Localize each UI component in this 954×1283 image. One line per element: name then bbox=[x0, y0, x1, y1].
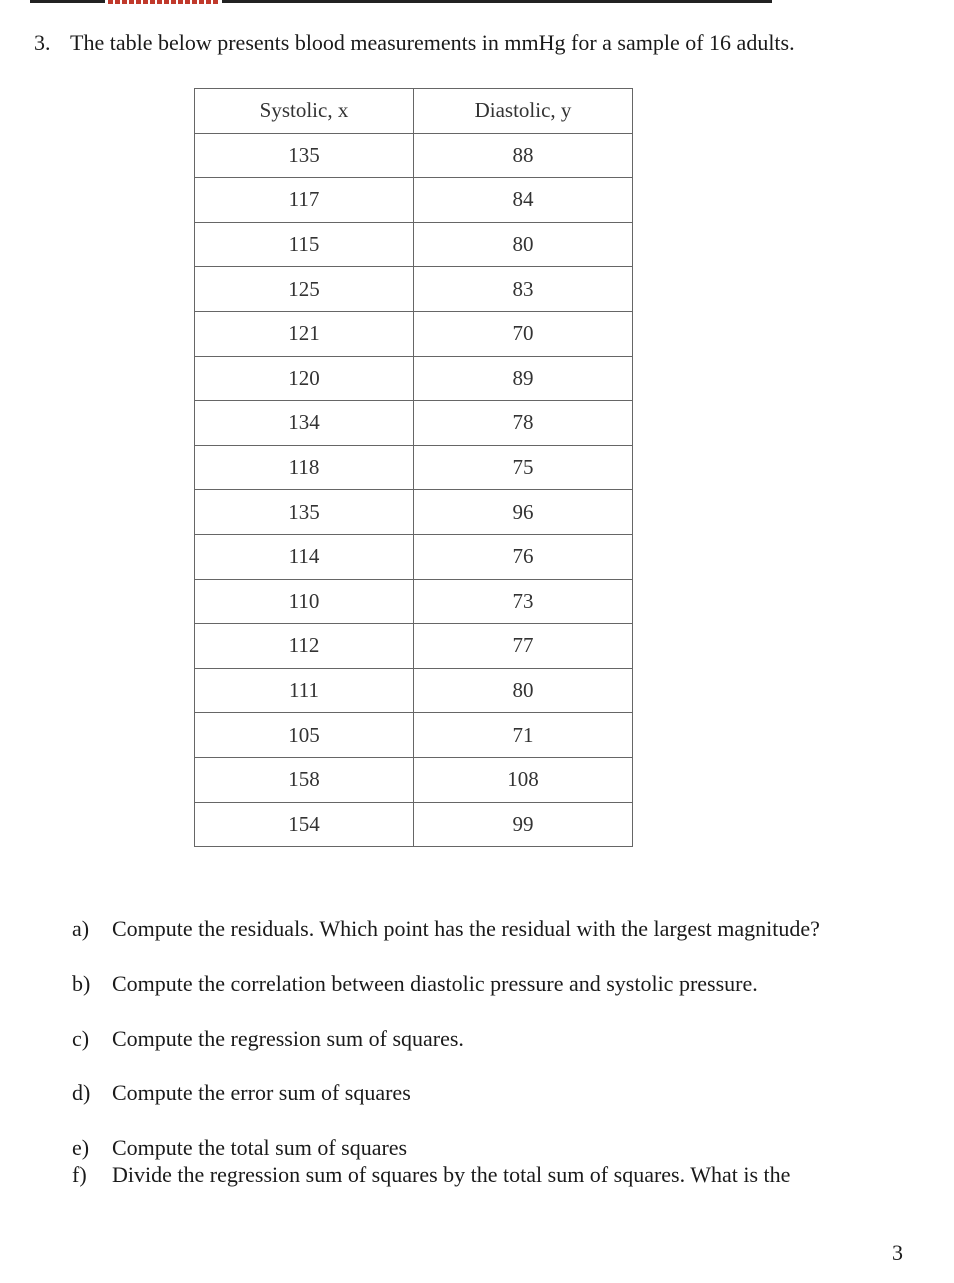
systolic-cell: 154 bbox=[195, 802, 414, 847]
question-text: The table below presents blood measurements in mmHg for a sample of 16 adults. bbox=[70, 30, 795, 55]
cropped-header-line bbox=[0, 0, 954, 6]
column-header-diastolic: Diastolic, y bbox=[414, 89, 633, 134]
table-row bbox=[195, 222, 633, 267]
subquestion-letter: e) bbox=[72, 1135, 90, 1160]
systolic-cell: 118 bbox=[195, 445, 414, 490]
subquestion-letter: c) bbox=[72, 1026, 90, 1051]
table-row bbox=[195, 579, 633, 624]
subquestion-b bbox=[72, 971, 758, 997]
diastolic-cell: 96 bbox=[414, 490, 633, 535]
diastolic-cell: 99 bbox=[414, 802, 633, 847]
subquestion-d bbox=[72, 1080, 411, 1106]
diastolic-cell: 84 bbox=[414, 178, 633, 223]
diastolic-cell: 76 bbox=[414, 534, 633, 579]
table-row bbox=[195, 267, 633, 312]
diastolic-cell: 89 bbox=[414, 356, 633, 401]
diastolic-cell: 78 bbox=[414, 401, 633, 446]
column-header-systolic: Systolic, x bbox=[195, 89, 414, 134]
systolic-cell: 112 bbox=[195, 624, 414, 669]
diastolic-cell: 70 bbox=[414, 311, 633, 356]
question-3 bbox=[34, 30, 795, 56]
page-number: 3 bbox=[892, 1240, 903, 1265]
question-number: 3. bbox=[34, 30, 51, 55]
subquestion-text: Compute the regression sum of squares. bbox=[112, 1026, 464, 1051]
diastolic-cell: 77 bbox=[414, 624, 633, 669]
table-row bbox=[195, 713, 633, 758]
subquestion-text: Compute the error sum of squares bbox=[112, 1080, 411, 1105]
diastolic-cell: 80 bbox=[414, 222, 633, 267]
systolic-cell: 110 bbox=[195, 579, 414, 624]
diastolic-cell: 88 bbox=[414, 133, 633, 178]
table-row bbox=[195, 624, 633, 669]
table-row bbox=[195, 356, 633, 401]
systolic-cell: 135 bbox=[195, 133, 414, 178]
subquestion-e bbox=[72, 1135, 407, 1161]
table-row bbox=[195, 178, 633, 223]
systolic-cell: 115 bbox=[195, 222, 414, 267]
subquestion-c bbox=[72, 1026, 464, 1052]
subquestion-a bbox=[72, 916, 820, 942]
diastolic-cell: 83 bbox=[414, 267, 633, 312]
subquestion-text: Divide the regression sum of squares by the total sum of squares. What is the bbox=[112, 1162, 791, 1187]
table-row bbox=[195, 757, 633, 802]
table-row bbox=[195, 311, 633, 356]
subquestion-text: Compute the residuals. Which point has the residual with the largest magnitude? bbox=[112, 916, 820, 941]
subquestion-letter: d) bbox=[72, 1080, 91, 1105]
table-row bbox=[195, 445, 633, 490]
systolic-cell: 134 bbox=[195, 401, 414, 446]
subquestion-f bbox=[72, 1162, 790, 1188]
subquestion-letter: a) bbox=[72, 916, 90, 941]
systolic-cell: 111 bbox=[195, 668, 414, 713]
subquestion-text: Compute the correlation between diastolic pressure and systolic pressure. bbox=[112, 971, 758, 996]
table-row bbox=[195, 490, 633, 535]
table-header-row bbox=[195, 89, 633, 134]
systolic-cell: 125 bbox=[195, 267, 414, 312]
table-row bbox=[195, 534, 633, 579]
subquestion-letter: b) bbox=[72, 971, 91, 996]
systolic-cell: 158 bbox=[195, 757, 414, 802]
blood-pressure-table bbox=[194, 88, 633, 847]
diastolic-cell: 108 bbox=[414, 757, 633, 802]
table-row bbox=[195, 401, 633, 446]
table-row bbox=[195, 802, 633, 847]
diastolic-cell: 71 bbox=[414, 713, 633, 758]
systolic-cell: 117 bbox=[195, 178, 414, 223]
diastolic-cell: 73 bbox=[414, 579, 633, 624]
subquestion-text: Compute the total sum of squares bbox=[112, 1135, 408, 1160]
systolic-cell: 120 bbox=[195, 356, 414, 401]
subquestion-letter: f) bbox=[72, 1162, 87, 1187]
systolic-cell: 105 bbox=[195, 713, 414, 758]
diastolic-cell: 80 bbox=[414, 668, 633, 713]
systolic-cell: 114 bbox=[195, 534, 414, 579]
diastolic-cell: 75 bbox=[414, 445, 633, 490]
table-row bbox=[195, 668, 633, 713]
systolic-cell: 135 bbox=[195, 490, 414, 535]
table-row bbox=[195, 133, 633, 178]
systolic-cell: 121 bbox=[195, 311, 414, 356]
